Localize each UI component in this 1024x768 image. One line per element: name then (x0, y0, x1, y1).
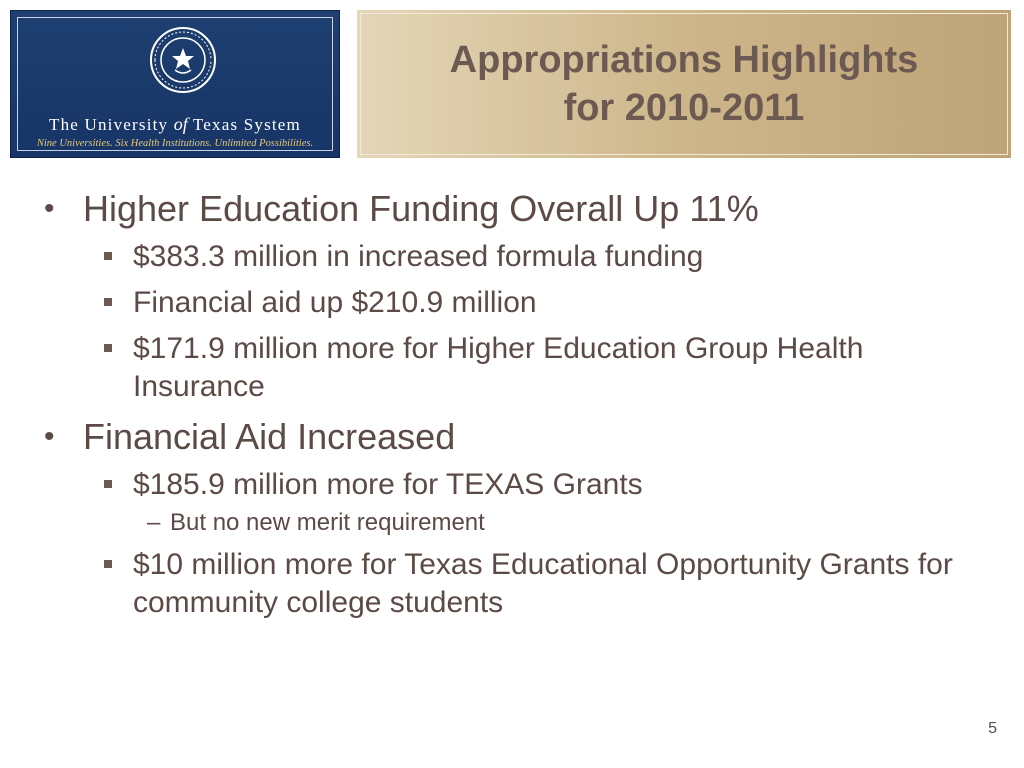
square-bullet-icon (104, 252, 112, 260)
square-bullet-icon (104, 344, 112, 352)
bullet-level1 (0, 416, 1024, 458)
bullet-text: $10 million more for Texas Educational Opportunity Grants for community college students (133, 548, 953, 619)
university-logo (10, 10, 340, 158)
bullet-level2 (0, 466, 1024, 504)
university-seal-icon (149, 26, 217, 94)
bullet-text: $185.9 million more for TEXAS Grants (133, 468, 643, 501)
bullet-level3 (0, 508, 1024, 538)
logo-wordmark (18, 114, 332, 135)
title-line-1: Appropriations Highlights (449, 39, 919, 81)
logo-name-of: of (173, 114, 188, 134)
title-banner (357, 10, 1011, 158)
bullet-text: But no new merit requirement (170, 509, 485, 536)
title-line-2: for 2010-2011 (563, 87, 805, 129)
round-bullet-icon: • (44, 420, 55, 453)
bullet-text: Financial Aid Increased (83, 416, 456, 457)
bullet-level2 (0, 238, 1024, 276)
logo-tagline: Nine Universities. Six Health Institutions. Unlimited Possibilities. (36, 138, 314, 149)
square-bullet-icon (104, 298, 112, 306)
bullet-text: Higher Education Funding Overall Up 11% (83, 188, 759, 229)
bullet-text: $171.9 million more for Higher Education Group Health Insurance (133, 332, 864, 403)
square-bullet-icon (104, 480, 112, 488)
slide-title (450, 36, 919, 132)
logo-frame (17, 17, 333, 151)
round-bullet-icon: • (44, 192, 55, 225)
dash-bullet-icon: – (147, 509, 161, 536)
title-frame (360, 13, 1008, 155)
logo-name-part1: The University (49, 115, 174, 134)
bullet-level2 (0, 330, 1024, 406)
page-number: 5 (988, 720, 997, 737)
square-bullet-icon (104, 560, 112, 568)
logo-name-part2: Texas System (187, 115, 301, 134)
bullet-level2 (0, 546, 1024, 622)
bullet-text: $383.3 million in increased formula funding (133, 240, 704, 273)
slide-body (0, 178, 1024, 622)
bullet-text: Financial aid up $210.9 million (133, 286, 537, 319)
bullet-level2 (0, 284, 1024, 322)
bullet-level1 (0, 188, 1024, 230)
